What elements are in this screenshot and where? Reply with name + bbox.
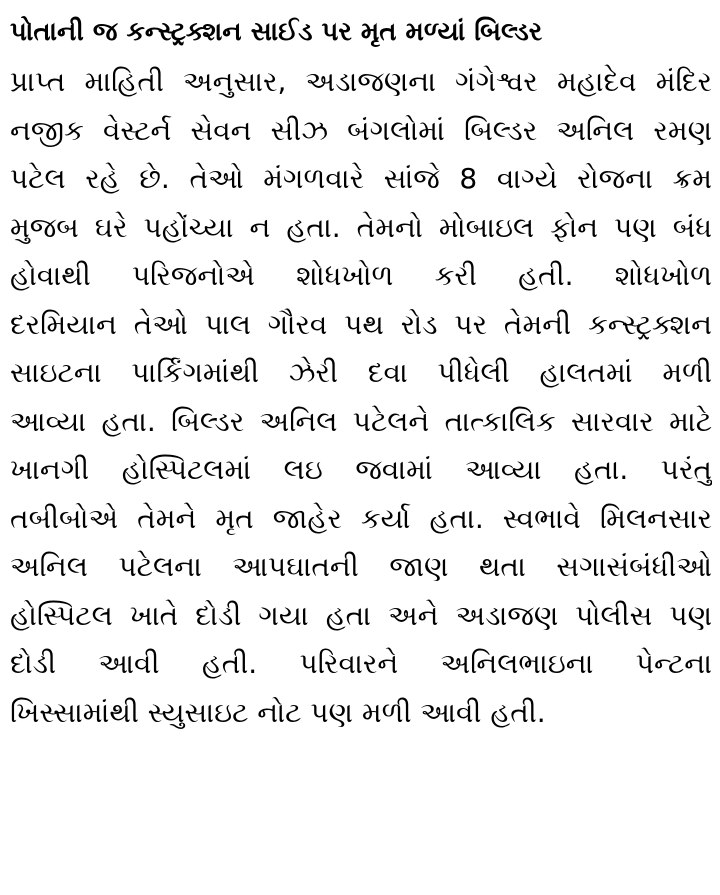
body-line: દરમિયાન તેઓ પાલ ગૌરવ પથ રોડ પર તેમની કન્સ્ટ્રક્શન	[10, 307, 712, 341]
body-line: પટેલ રહે છે. તેઓ મંગળવારે સાંજે 8 વાગ્યે રોજના ક્રમ	[10, 162, 712, 195]
news-article	[10, 14, 712, 737]
body-line: મુજબ ઘરે પહોંચ્યા ન હતા. તેમનો મોબાઇલ ફોન પણ બંધ	[10, 210, 712, 244]
body-line: સાઇટના પાર્કિંગમાંથી ઝેરી દવા પીધેલી હાલતમાં મળી	[10, 356, 712, 389]
body-line: આવ્યા હતા. બિલ્ડર અનિલ પટેલને તાત્કાલિક સારવાર માટે	[10, 404, 712, 438]
body-line: નજીક વેસ્ટર્ન સેવન સીઝ બંગલોમાં બિલ્ડર અનિલ રમણ	[10, 113, 712, 147]
body-line: અનિલ પટેલના આપઘાતની જાણ થતા સગાસંબંધીઓ	[10, 550, 712, 583]
body-line: હોસ્પિટલ ખાતે દોડી ગયા હતા અને અડાજણ પોલીસ પણ	[10, 598, 712, 632]
body-line: દોડી આવી હતી. પરિવારને અનિલભાઇના પેન્ટના	[10, 647, 712, 680]
body-line: ખાનગી હોસ્પિટલમાં લઇ જવામાં આવ્યા હતા. પરંતુ	[10, 453, 712, 486]
body-line: હોવાથી પરિજનોએ શોધખોળ કરી હતી. શોધખોળ	[10, 259, 712, 292]
article-headline: પોતાની જ કન્સ્ટ્રક્શન સાઈડ પર મૃત મળ્યાં બિલ્ડર	[10, 17, 543, 47]
body-line: તબીબોએ તેમને મૃત જાહેર કર્યા હતા. સ્વભાવે મિલનસાર	[10, 501, 712, 535]
body-line: પ્રાપ્ત માહિતી અનુસાર, અડાજણના ગંગેશ્વર મહાદેવ મંદિર	[10, 65, 712, 98]
article-body	[10, 58, 712, 737]
body-line: ખિસ્સામાંથી સ્યુસાઇટ નોટ પણ મળી આવી હતી.	[10, 695, 546, 729]
